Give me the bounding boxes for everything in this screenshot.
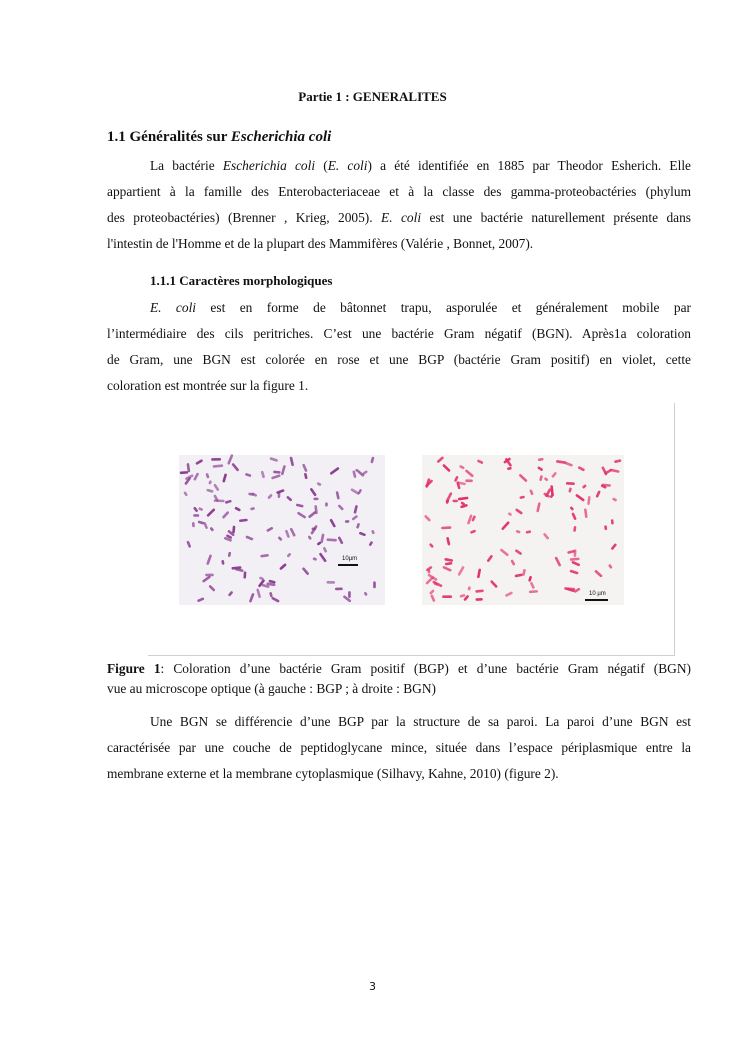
figure-1 <box>148 403 675 656</box>
bacterium-cell <box>348 591 351 598</box>
bacterium-cell <box>211 458 221 461</box>
figure-caption-label: Figure 1 <box>107 661 161 676</box>
bacterium-cell <box>475 598 482 601</box>
bacterium-cell <box>442 595 452 598</box>
right-scale-label: 10 µm <box>589 591 606 597</box>
bacterium-cell <box>326 581 335 584</box>
bacterium-cell <box>312 527 317 530</box>
left-scale-label: 10µm <box>342 556 358 562</box>
bacterium-cell <box>214 499 225 502</box>
bacterium-cell <box>566 482 575 485</box>
para2-line: l’intermédiaire des cils peritriches. C’est une bactérie Gram négatif (BGN). Après1a coloration <box>107 326 691 341</box>
figure-caption-line: Figure 1: Coloration d’une bactérie Gram positif (BGP) et d’une bactérie Gram négatif (BGN) <box>107 661 691 676</box>
bacterium-cell <box>193 514 199 517</box>
para2-line: coloration est montrée sur la figure 1. <box>107 378 309 393</box>
para1-line: l'intestin de l'Homme et de la plupart des Mammifères (Valérie , Bonnet, 2007). <box>107 236 534 251</box>
figure-caption-line: vue au microscope optique (à gauche : BGP ; à droite : BGN) <box>107 681 436 696</box>
page-number: 3 <box>369 980 376 993</box>
figure-1-image <box>148 403 674 655</box>
para1-line: La bactérie Escherichia coli (E. coli) a été identifiée en 1885 par Theodor Esherich. Elle <box>150 158 691 173</box>
para2-line: E. coli est en forme de bâtonnet trapu, asporulée et généralement mobile par <box>150 300 691 315</box>
bacterium-cell <box>611 519 614 524</box>
section-heading <box>107 129 331 146</box>
bacterium-cell <box>243 571 246 578</box>
bacterium-cell <box>205 574 214 577</box>
para2-line: de Gram, une BGN est colorée en rose et une BGP (bactérie Gram positif) en violet, cette <box>107 352 691 367</box>
bacterium-cell <box>192 522 195 527</box>
bacterium-cell <box>373 581 376 588</box>
section-heading-organism: Escherichia coli <box>230 129 332 145</box>
section-heading-label: 1.1 Généralités sur <box>107 129 231 145</box>
bacterium-cell <box>465 479 473 482</box>
bacterium-cell <box>453 500 458 503</box>
part-title: Partie 1 : GENERALITES <box>298 89 447 104</box>
bacterium-cell <box>325 502 328 506</box>
para3-line: Une BGN se différencie d’une BGP par la structure de sa paroi. La paroi d’une BGN est <box>150 714 691 729</box>
bacterium-cell <box>335 587 343 590</box>
subsection-heading: 1.1.1 Caractères morphologiques <box>150 273 333 288</box>
para1-line: des proteobactéries) (Brenner , Krieg, 2005). E. coli est une bactérie naturellement présente dans <box>107 210 691 225</box>
para3-line: membrane externe et la membrane cytoplasmique (Silhavy, Kahne, 2010) (figure 2). <box>107 766 559 781</box>
para1-line: appartient à la famille des Enterobacteriaceae et à la classe des gamma-proteobactéries (phylum <box>107 184 691 199</box>
bacterium-cell <box>313 498 318 501</box>
para3-line: caractérisée par une couche de peptidoglycane mince, située dans l’espace périplasmique entre la <box>107 740 691 755</box>
